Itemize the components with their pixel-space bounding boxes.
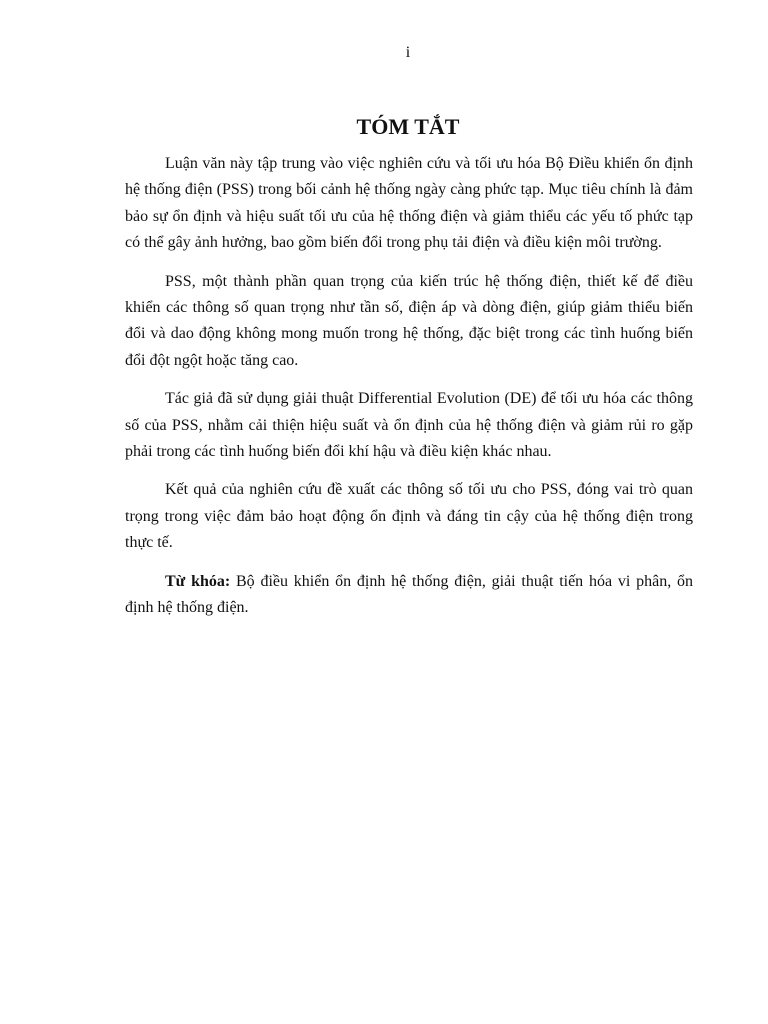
page-title: TÓM TẮT — [356, 114, 460, 139]
keywords-label: Từ khóa: — [165, 572, 231, 590]
keywords-paragraph — [125, 569, 693, 622]
abstract-paragraph-3: Tác giả đã sử dụng giải thuật Differential Evolution (DE) để tối ưu hóa các thông số của PSS, nhằm cải thiện hiệu suất và ổn định của hệ thống điện và giảm rủi ro gặp phải trong các tình huống biến đổi khí hậu và điều kiện khác nhau. — [125, 390, 693, 461]
abstract-paragraph-1: Luận văn này tập trung vào việc nghiên cứu và tối ưu hóa Bộ Điều khiển ổn định hệ thống điện (PSS) trong bối cảnh hệ thống ngày càng phức tạp. Mục tiêu chính là đảm bảo sự ổn định và hiệu suất tối ưu của hệ thống điện và giảm thiểu các yếu tố phức tạp có thể gây ảnh hưởng, bao gồm biến đổi trong phụ tải điện và điều kiện môi trường. — [125, 155, 693, 252]
page-number: i — [405, 44, 411, 61]
abstract-paragraph-4: Kết quả của nghiên cứu đề xuất các thông số tối ưu cho PSS, đóng vai trò quan trọng trong việc đảm bảo hoạt động ổn định và đáng tin cậy của hệ thống điện trong thực tế. — [125, 481, 693, 552]
abstract-paragraph-2: PSS, một thành phần quan trọng của kiến trúc hệ thống điện, thiết kế để điều khiển các thông số quan trọng như tần số, điện áp và dòng điện, giúp giảm thiểu biến đổi và dao động không mong muốn trong hệ thống, đặc biệt trong các tình huống biến đổi đột ngột hoặc tăng cao. — [125, 272, 693, 369]
abstract-body — [125, 151, 693, 622]
keywords-text: Bộ điều khiển ổn định hệ thống điện, giải thuật tiến hóa vi phân, ổn định hệ thống điện. — [125, 572, 693, 617]
